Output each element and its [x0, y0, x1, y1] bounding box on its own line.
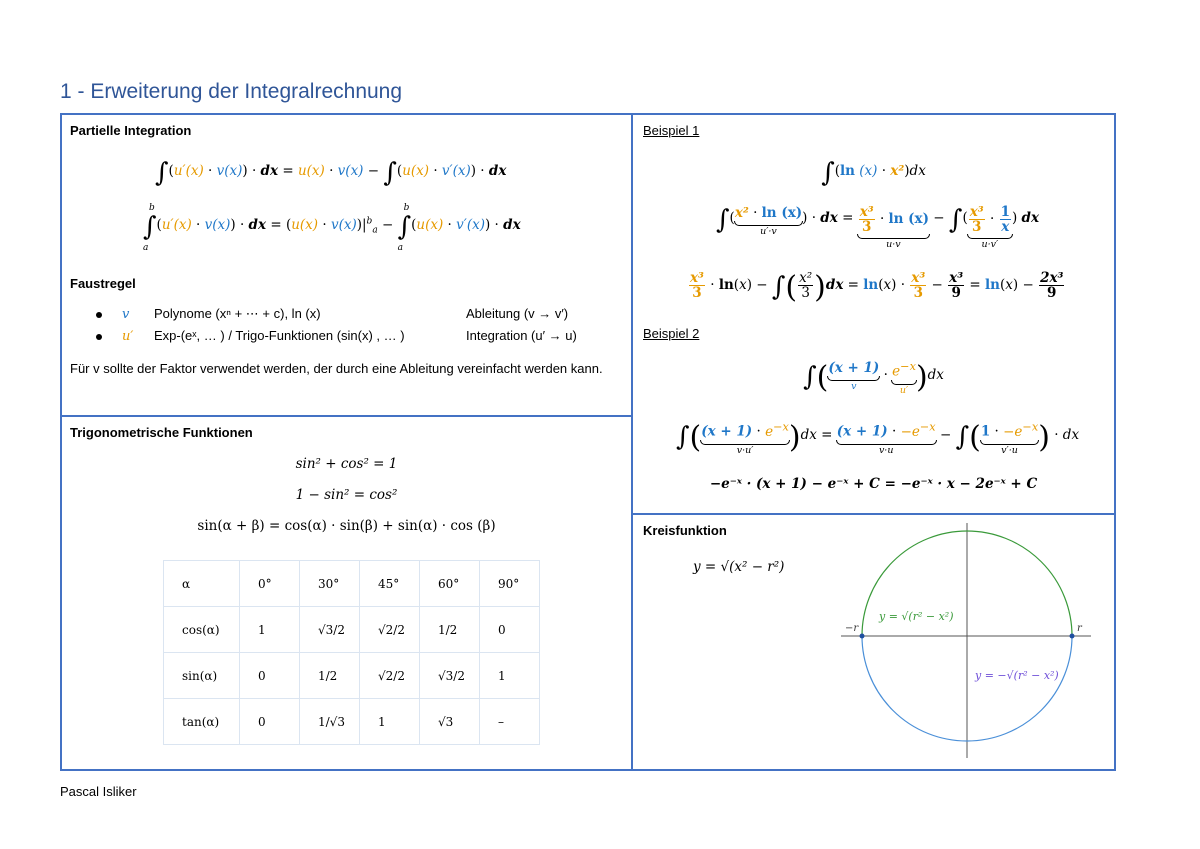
partial-note: Für v sollte der Faktor verwendet werden, der durch eine Ableitung vereinfacht werden kann. [70, 361, 603, 376]
v-rule-right: Ableitung (v → v′) [466, 306, 569, 321]
table-row: sin(α) 0 1/2 √2/2 √3/2 1 [164, 653, 540, 699]
beispiel1-heading: Beispiel 1 [643, 123, 700, 138]
table-row: cos(α) 1 √3/2 √2/2 1/2 0 [164, 607, 540, 653]
lower-function-label: y = −√(r² − x²) [975, 669, 1059, 682]
b1-formula-3: $\frac{\text{x³}}{3}$ · ln(x) − ∫( $\frac{\text{x²}}{3}$ )dx = ln(x) · $\frac{\text{x³}}{3}$ − $\frac{\text{x³}}{9}$ = ln(x) − $\frac{\text{2x³}}{9}$ [690, 269, 1064, 305]
point-r [1070, 634, 1075, 639]
r-label: r [1077, 623, 1082, 634]
trig-formula-2: 1 − sin² = cos² [295, 487, 398, 503]
trig-formula-1: sin² + cos² = 1 [295, 456, 398, 472]
kreis-heading: Kreisfunktion [643, 523, 727, 538]
b1-formula-2: ∫( x² · ln (x) u′·v ) · dx = $\frac{\text{x³}}{3}$ · ln (x) u·v − ∫( $\frac{\text{x³}}{3}$ · $\frac{1}{x}$ u·v′ ) dx [716, 204, 1040, 251]
formula-partial-definite: b ∫ a (u′(x) · v(x)) · dx = $(u(x) \cdot v(x))|^b_a$ − b ∫ a (u(x) · v′(x)) · dx [143, 203, 521, 253]
bullet-icon [96, 312, 102, 318]
bullet-icon [96, 334, 102, 340]
formula-partial-indefinite: ∫(u′(x) · v(x)) · dx = u(x) · v(x) − ∫(u(x) · v′(x)) · dx [155, 158, 507, 188]
u-rule-right: Integration (u′ → u) [466, 328, 577, 343]
point-minus-r [860, 634, 865, 639]
kreis-formula: y = √(x² − r²) [693, 559, 785, 575]
partial-integration-heading: Partielle Integration [70, 123, 192, 138]
footer-author: Pascal Isliker [60, 784, 137, 799]
b2-result: −e⁻ˣ · (x + 1) − e⁻ˣ + C = −e⁻ˣ · x − 2e⁻ˣ + C [709, 476, 1038, 492]
beispiel2-heading: Beispiel 2 [643, 326, 700, 341]
upper-function-label: y = √(r² − x²) [879, 610, 954, 623]
trig-heading: Trigonometrische Funktionen [70, 425, 253, 440]
list-item: u′ Exp-(eˣ, … ) / Trigo-Funktionen (sin(x) , … ) [96, 328, 405, 344]
page-title: 1 - Erweiterung der Integralrechnung [60, 80, 403, 103]
circle-plot [631, 513, 1116, 771]
trig-formula-3: sin(α + β) = cos(α) · sin(β) + sin(α) · cos (β) [197, 518, 496, 534]
b1-formula-1: ∫(ln (x) · x²)dx [821, 158, 926, 188]
b2-formula-1: ∫( (x + 1) v · $e^{-x}$ u′ )dx [803, 360, 944, 396]
list-item: v Polynome (xⁿ + ⋯ + c), ln (x) [96, 306, 321, 322]
b2-formula-2: ∫( $(x + 1) \cdot e^{-x}$ v·u′ )dx = $(x + 1) \cdot -e^{-x}$ v·u − ∫( $1 \cdot -e^{-x}$ v′·u ) · dx [676, 420, 1080, 456]
trig-table [163, 560, 540, 745]
table-row: α 0° 30° 45° 60° 90° [164, 561, 540, 607]
table-row: tan(α) 0 1/√3 1 √3 – [164, 699, 540, 745]
faustregel-heading: Faustregel [70, 276, 136, 291]
minus-r-label: −r [845, 623, 859, 634]
